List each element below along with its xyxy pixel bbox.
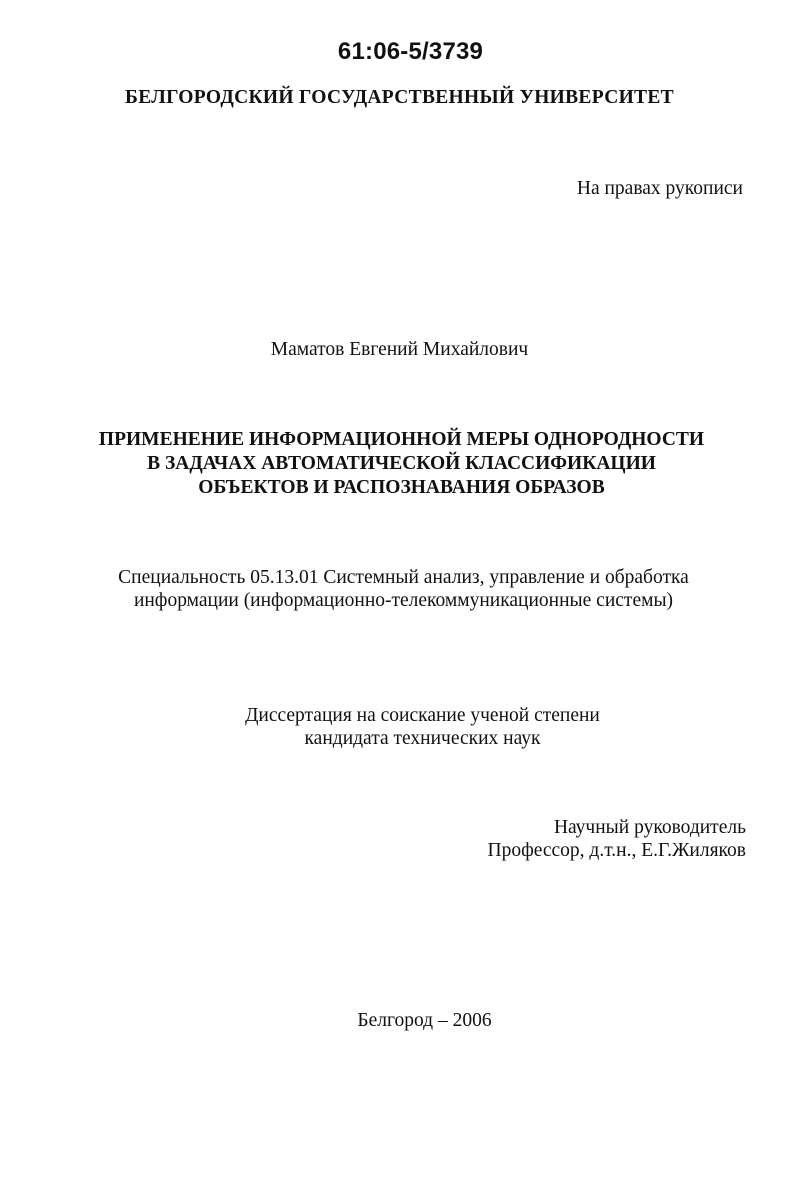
supervisor-block xyxy=(488,816,747,862)
degree-line: кандидата технических наук xyxy=(304,728,541,749)
specialty-block xyxy=(0,566,793,612)
manuscript-rights-note: На правах рукописи xyxy=(576,178,743,199)
supervisor-line: Научный руководитель xyxy=(553,817,746,838)
catalog-code: 61:06-5/3739 xyxy=(337,38,484,65)
supervisor-line: Профессор, д.т.н., Е.Г.Жиляков xyxy=(487,840,746,861)
specialty-line: Специальность 05.13.01 Системный анализ, управление и обработка xyxy=(118,567,689,588)
author-name: Маматов Евгений Михайлович xyxy=(270,339,529,360)
specialty-line: информации (информационно-телекоммуникационные системы) xyxy=(133,590,674,611)
university-name: БЕЛГОРОДСКИЙ ГОСУДАРСТВЕННЫЙ УНИВЕРСИТЕТ xyxy=(125,87,674,108)
title-line: ОБЪЕКТОВ И РАСПОЗНАВАНИЯ ОБРАЗОВ xyxy=(198,477,605,498)
dissertation-title xyxy=(0,428,793,500)
city-year: Белгород – 2006 xyxy=(357,1010,492,1031)
degree-line: Диссертация на соискание ученой степени xyxy=(245,705,600,726)
degree-block xyxy=(0,704,793,750)
title-line: ПРИМЕНЕНИЕ ИНФОРМАЦИОННОЙ МЕРЫ ОДНОРОДНОСТИ xyxy=(98,429,705,450)
title-line: В ЗАДАЧАХ АВТОМАТИЧЕСКОЙ КЛАССИФИКАЦИИ xyxy=(147,453,656,474)
